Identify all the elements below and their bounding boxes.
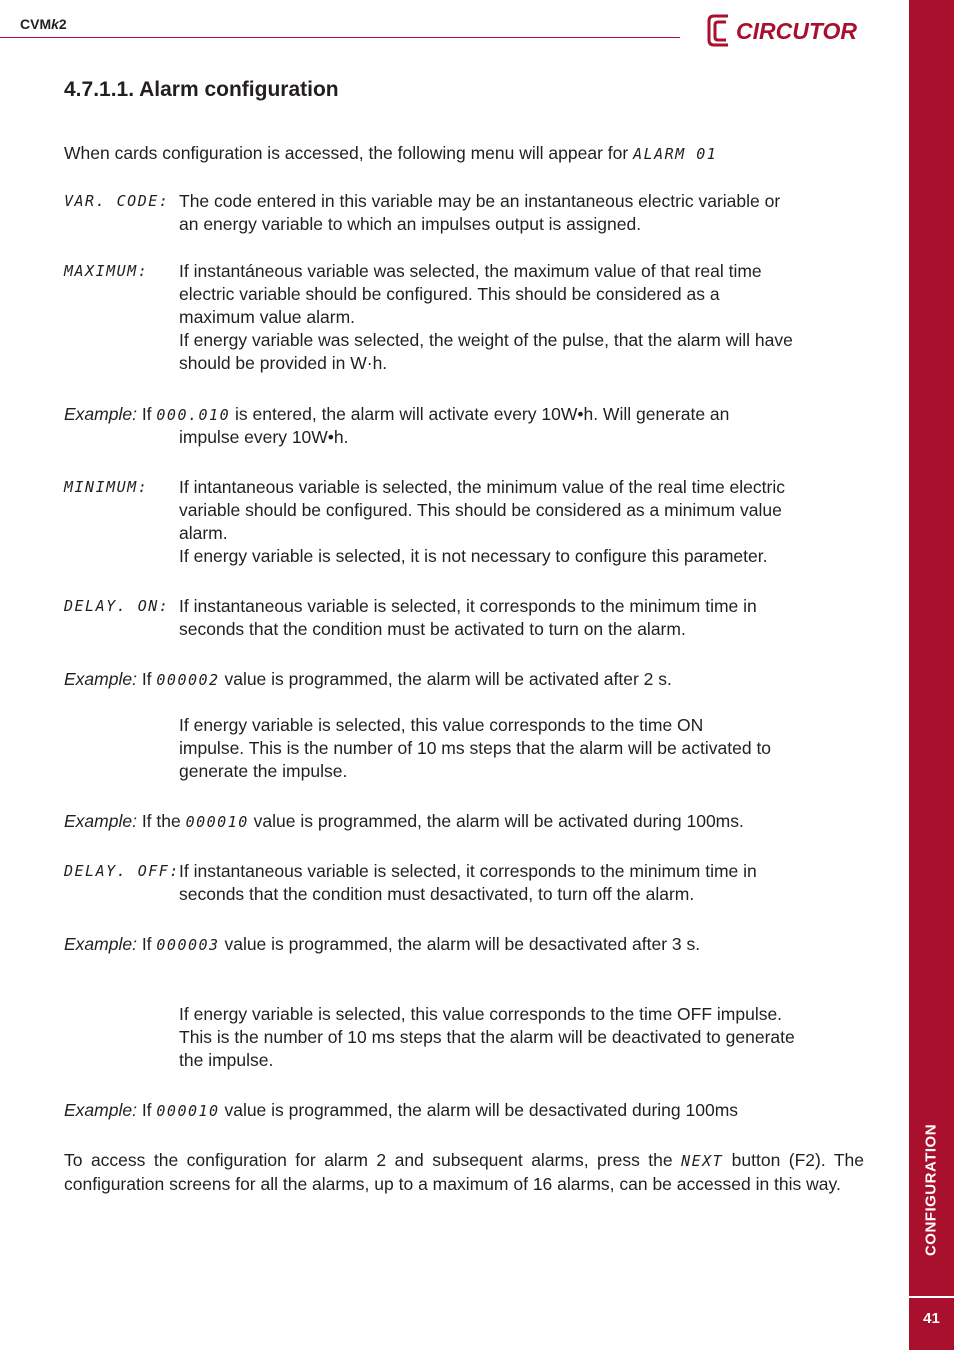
maximum-line: If instantáneous variable was selected, the maximum value of that real time (179, 261, 762, 281)
lcd-code: ALARM 01 (633, 145, 718, 163)
delay-off-line: seconds that the condition must desactivated, to turn off the alarm. (179, 884, 695, 904)
delay-off-line: If instantaneous variable is selected, it corresponds to the minimum time in (179, 861, 757, 881)
maximum-label: MAXIMUM: (64, 262, 149, 280)
delay-off-label: DELAY. OFF: (64, 862, 180, 880)
maximum-line: should be provided in W·h. (179, 353, 388, 373)
document-model: CVMk2 (20, 16, 67, 32)
var-code-line: an energy variable to which an impulses output is assigned. (179, 214, 642, 234)
circutor-logo (706, 10, 886, 50)
lcd-code: 000010 (156, 1102, 220, 1120)
delay-on-line: seconds that the condition must be activated to turn on the alarm. (179, 619, 686, 639)
intro-paragraph: When cards configuration is accessed, the following menu will appear for ALARM 01 (64, 143, 718, 163)
lcd-code: NEXT (681, 1152, 724, 1170)
closing-paragraph: To access the configuration for alarm 2 and subsequent alarms, press the NEXT button (F2). The configuration screens for all the alarms, up to a maximum of 16 alarms, can be accessed in this way. (64, 1150, 864, 1194)
example-line: impulse every 10W•h. (179, 427, 349, 447)
section-title: 4.7.1.1. Alarm configuration (64, 78, 339, 101)
page-number: 41 (923, 1310, 940, 1327)
header-rule (0, 37, 680, 38)
minimum-line: alarm. (179, 523, 228, 543)
example-line: Example: If the 000010 value is programmed, the alarm will be activated during 100ms. (64, 811, 744, 831)
var-code-line: The code entered in this variable may be an instantaneous electric variable or (179, 191, 781, 211)
lcd-code: 000010 (185, 813, 249, 831)
minimum-line: If energy variable is selected, it is not necessary to configure this parameter. (179, 546, 768, 566)
energy-on-line: impulse. This is the number of 10 ms steps that the alarm will be activated to (179, 738, 772, 758)
energy-off-line: If energy variable is selected, this value corresponds to the time OFF impulse. (179, 1004, 783, 1024)
minimum-line: If intantaneous variable is selected, the minimum value of the real time electric (179, 477, 785, 497)
minimum-line: variable should be configured. This should be considered as a minimum value (179, 500, 782, 520)
page-number-divider (909, 1296, 954, 1298)
minimum-label: MINIMUM: (64, 478, 149, 496)
lcd-code: 000003 (156, 936, 220, 954)
energy-off-line: the impulse. (179, 1050, 274, 1070)
example-line: Example: If 000010 value is programmed, the alarm will be desactivated during 100ms (64, 1100, 739, 1120)
delay-on-label: DELAY. ON: (64, 597, 170, 615)
svg-text:CIRCUTOR: CIRCUTOR (736, 18, 857, 44)
maximum-line: maximum value alarm. (179, 307, 356, 327)
lcd-code: 000002 (156, 671, 220, 689)
example-line: Example: If 000003 value is programmed, the alarm will be desactivated after 3 s. (64, 934, 701, 954)
maximum-line: electric variable should be configured. This should be considered as a (179, 284, 720, 304)
energy-off-line: This is the number of 10 ms steps that the alarm will be deactivated to generate (179, 1027, 795, 1047)
delay-on-line: If instantaneous variable is selected, it corresponds to the minimum time in (179, 596, 757, 616)
section-label: CONFIGURATION (922, 1123, 940, 1257)
example-line: Example: If 000.010 is entered, the alarm will activate every 10W•h. Will generate an (64, 404, 730, 424)
energy-on-line: If energy variable is selected, this value corresponds to the time ON (179, 715, 704, 735)
maximum-line: If energy variable was selected, the weight of the pulse, that the alarm will have (179, 330, 793, 350)
energy-on-line: generate the impulse. (179, 761, 348, 781)
var-code-label: VAR. CODE: (64, 192, 170, 210)
lcd-code: 000.010 (156, 406, 231, 424)
example-line: Example: If 000002 value is programmed, the alarm will be activated after 2 s. (64, 669, 672, 689)
